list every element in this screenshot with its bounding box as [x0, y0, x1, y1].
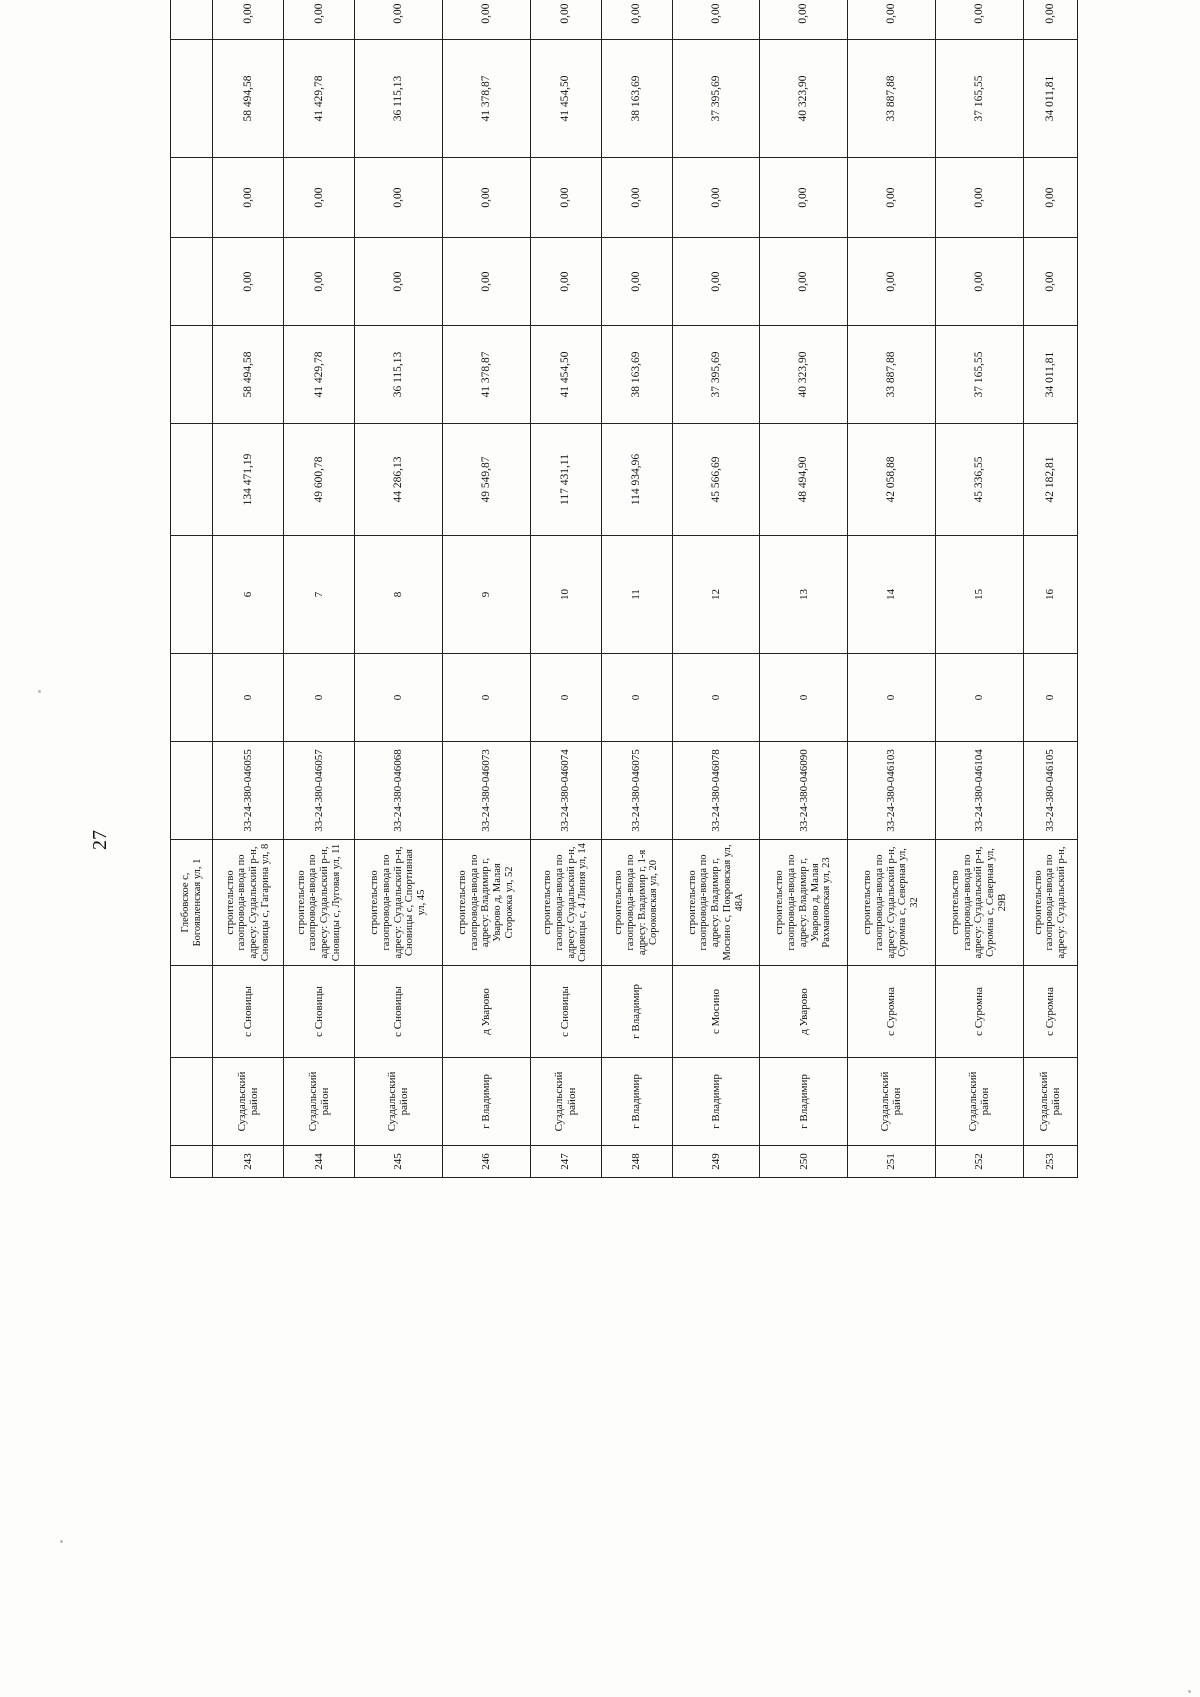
cell-amount: 37 395,69	[672, 326, 760, 424]
cell-work-description: строительство газопровода-ввода по адресу: Владимир г, 1-я Сороковская ул, 20	[601, 840, 672, 966]
cell-sequence-number: 9	[442, 536, 530, 654]
cell-zero-value: 0	[284, 654, 355, 742]
cell-amount: 41 429,78	[284, 326, 355, 424]
cell-zero-amount: 0,00	[672, 0, 760, 40]
cell-zero-amount: 0,00	[355, 158, 443, 238]
cell-zero-amount: 0,00	[672, 158, 760, 238]
cell-zero-amount: 0,00	[530, 158, 601, 238]
cell-settlement: д Уварово	[442, 966, 530, 1058]
cell-zero-amount: 0,00	[442, 0, 530, 40]
cell-district: г Владимир	[672, 1058, 760, 1146]
cell-settlement: г Владимир	[601, 966, 672, 1058]
table-row	[442, 0, 530, 1178]
cell-district: Суздальский район	[213, 1058, 284, 1146]
cell-district: г Владимир	[760, 1058, 848, 1146]
cell-sequence-number: 7	[284, 536, 355, 654]
scan-speck	[1188, 1690, 1191, 1693]
cell-zero-amount: 0,00	[848, 158, 936, 238]
cell-application-number	[171, 742, 213, 840]
cell-application-number: 33-24-380-046074	[530, 742, 601, 840]
table-row	[355, 0, 443, 1178]
cell-zero-amount: 0,00	[213, 238, 284, 326]
cell-work-description: строительство газопровода-ввода по адресу: Суздальский р-н, Сновицы с, Гагарина ул, 8	[213, 840, 284, 966]
cell-zero-amount: 0,00	[530, 238, 601, 326]
cell-settlement	[171, 966, 213, 1058]
scan-speck	[38, 690, 41, 693]
cell-settlement: с Сновицы	[530, 966, 601, 1058]
cell-amount: 37 165,55	[935, 326, 1023, 424]
table-row	[672, 0, 760, 1178]
cell-zero-amount: 0,00	[935, 158, 1023, 238]
cell-work-description: строительство газопровода-ввода по адресу: Суздальский р-н, Сновицы с, Спортивная ул, 45	[355, 840, 443, 966]
cell-amount: 36 115,13	[355, 326, 443, 424]
cell-zero-amount: 0,00	[935, 0, 1023, 40]
cell-zero-amount: 0,00	[848, 238, 936, 326]
cell-row-number: 252	[935, 1146, 1023, 1178]
cell-work-description: строительство газопровода-ввода по адресу: Владимир г, Мосино с, Покровская ул, 48А	[672, 840, 760, 966]
cell-zero-amount: 0,00	[1023, 238, 1077, 326]
cell-work-description: строительство газопровода-ввода по адресу: Суздальский р-н, Сновицы с, 4 Линия ул, 14	[530, 840, 601, 966]
cell-zero-amount	[171, 238, 213, 326]
cell-sequence-number: 8	[355, 536, 443, 654]
cell-settlement: с Суромна	[1023, 966, 1077, 1058]
cell-district: Суздальский район	[355, 1058, 443, 1146]
cell-total-cost: 45 566,69	[672, 424, 760, 536]
rotated-table-wrapper	[170, 3, 1078, 1178]
cell-zero-amount: 0,00	[935, 238, 1023, 326]
cell-zero-amount: 0,00	[213, 0, 284, 40]
cell-zero-amount: 0,00	[601, 238, 672, 326]
cell-application-number: 33-24-380-046057	[284, 742, 355, 840]
cell-zero-amount: 0,00	[530, 0, 601, 40]
table-body	[171, 0, 1078, 1178]
cell-row-number: 245	[355, 1146, 443, 1178]
cell-zero-value: 0	[935, 654, 1023, 742]
cell-zero-value: 0	[213, 654, 284, 742]
cell-district: Суздальский район	[530, 1058, 601, 1146]
page-number: 27	[89, 830, 111, 850]
cell-total-cost: 134 471,19	[213, 424, 284, 536]
scan-speck	[60, 1540, 63, 1543]
cell-amount: 33 887,88	[848, 326, 936, 424]
cell-total-cost: 49 600,78	[284, 424, 355, 536]
cell-zero-amount	[171, 158, 213, 238]
cell-zero-value	[171, 654, 213, 742]
cell-zero-amount: 0,00	[1023, 158, 1077, 238]
cell-row-number: 246	[442, 1146, 530, 1178]
cell-zero-amount: 0,00	[355, 0, 443, 40]
cell-district: Суздальский район	[1023, 1058, 1077, 1146]
cell-amount-repeat: 38 163,69	[601, 40, 672, 158]
table-header-row	[171, 0, 213, 1178]
cell-settlement: с Сновицы	[213, 966, 284, 1058]
cell-zero-amount: 0,00	[1023, 0, 1077, 40]
cell-total-cost: 42 058,88	[848, 424, 936, 536]
cell-application-number: 33-24-380-046105	[1023, 742, 1077, 840]
cell-zero-value: 0	[530, 654, 601, 742]
cell-settlement: с Сновицы	[355, 966, 443, 1058]
cell-total-cost: 48 494,90	[760, 424, 848, 536]
cell-zero-amount: 0,00	[284, 158, 355, 238]
cell-application-number: 33-24-380-046103	[848, 742, 936, 840]
cell-total-cost	[171, 424, 213, 536]
cell-settlement: с Суромна	[935, 966, 1023, 1058]
cell-row-number: 244	[284, 1146, 355, 1178]
cell-amount: 41 454,50	[530, 326, 601, 424]
table-row	[848, 0, 936, 1178]
cell-zero-amount: 0,00	[601, 158, 672, 238]
cell-sequence-number: 12	[672, 536, 760, 654]
cell-amount: 34 011,81	[1023, 326, 1077, 424]
cell-sequence-number: 16	[1023, 536, 1077, 654]
cell-row-number: 249	[672, 1146, 760, 1178]
cell-amount-repeat: 41 454,50	[530, 40, 601, 158]
cell-amount: 41 378,87	[442, 326, 530, 424]
cell-row-number	[171, 1146, 213, 1178]
cell-work-description: строительство газопровода-ввода по адресу: Владимир г, Уварово д, Малая Рахмановская ул, 23	[760, 840, 848, 966]
cell-row-number: 243	[213, 1146, 284, 1178]
data-table	[170, 0, 1078, 1178]
cell-district: Суздальский район	[935, 1058, 1023, 1146]
cell-total-cost: 49 549,87	[442, 424, 530, 536]
cell-zero-amount: 0,00	[760, 238, 848, 326]
cell-work-description: строительство газопровода-ввода по адресу: Суздальский р-н,	[1023, 840, 1077, 966]
cell-sequence-number: 11	[601, 536, 672, 654]
cell-row-number: 248	[601, 1146, 672, 1178]
table-row	[760, 0, 848, 1178]
cell-total-cost: 42 182,81	[1023, 424, 1077, 536]
cell-sequence-number: 14	[848, 536, 936, 654]
cell-zero-value: 0	[601, 654, 672, 742]
cell-sequence-number: 10	[530, 536, 601, 654]
cell-row-number: 247	[530, 1146, 601, 1178]
cell-zero-amount: 0,00	[442, 158, 530, 238]
cell-amount: 38 163,69	[601, 326, 672, 424]
cell-amount-repeat	[171, 40, 213, 158]
cell-zero-amount: 0,00	[355, 238, 443, 326]
cell-amount-repeat: 41 378,87	[442, 40, 530, 158]
table-row	[1023, 0, 1077, 1178]
cell-amount: 40 323,90	[760, 326, 848, 424]
cell-row-number: 251	[848, 1146, 936, 1178]
cell-zero-amount: 0,00	[213, 158, 284, 238]
cell-settlement: с Суромна	[848, 966, 936, 1058]
cell-total-cost: 114 934,96	[601, 424, 672, 536]
cell-zero-amount: 0,00	[442, 238, 530, 326]
cell-row-number: 250	[760, 1146, 848, 1178]
cell-work-description: строительство газопровода-ввода по адресу: Суздальский р-н, Суромна с, Северная ул, 32	[848, 840, 936, 966]
cell-application-number: 33-24-380-046075	[601, 742, 672, 840]
cell-work-description: строительство газопровода-ввода по адресу: Владимир г, Уварово д, Малая Сторожка ул, 52	[442, 840, 530, 966]
cell-application-number: 33-24-380-046090	[760, 742, 848, 840]
cell-sequence-number: 15	[935, 536, 1023, 654]
cell-zero-value: 0	[848, 654, 936, 742]
cell-application-number: 33-24-380-046078	[672, 742, 760, 840]
cell-amount-repeat: 41 429,78	[284, 40, 355, 158]
cell-zero-amount: 0,00	[760, 158, 848, 238]
cell-amount-repeat: 36 115,13	[355, 40, 443, 158]
cell-amount-repeat: 37 165,55	[935, 40, 1023, 158]
cell-total-cost: 45 336,55	[935, 424, 1023, 536]
cell-zero-value: 0	[760, 654, 848, 742]
cell-zero-value: 0	[355, 654, 443, 742]
cell-work-description: строительство газопровода-ввода по адресу: Суздальский р-н, Сновицы с, Луговая ул, 11	[284, 840, 355, 966]
cell-total-cost: 117 431,11	[530, 424, 601, 536]
cell-zero-amount: 0,00	[284, 0, 355, 40]
cell-zero-value: 0	[442, 654, 530, 742]
cell-amount-repeat: 34 011,81	[1023, 40, 1077, 158]
cell-work-description: строительство газопровода-ввода по адресу: Суздальский р-н, Суромна с, Северная ул, 29В	[935, 840, 1023, 966]
cell-district: г Владимир	[601, 1058, 672, 1146]
table-row	[284, 0, 355, 1178]
table-row	[601, 0, 672, 1178]
table-row	[213, 0, 284, 1178]
cell-district: г Владимир	[442, 1058, 530, 1146]
cell-amount-repeat: 37 395,69	[672, 40, 760, 158]
cell-district: Суздальский район	[284, 1058, 355, 1146]
cell-application-number: 33-24-380-046068	[355, 742, 443, 840]
cell-amount: 58 494,58	[213, 326, 284, 424]
cell-amount-repeat: 40 323,90	[760, 40, 848, 158]
cell-zero-value: 0	[1023, 654, 1077, 742]
cell-zero-amount: 0,00	[672, 238, 760, 326]
cell-zero-amount	[171, 0, 213, 40]
cell-application-number: 33-24-380-046104	[935, 742, 1023, 840]
cell-amount	[171, 326, 213, 424]
cell-zero-amount: 0,00	[284, 238, 355, 326]
cell-settlement: с Мосино	[672, 966, 760, 1058]
cell-district	[171, 1058, 213, 1146]
cell-application-number: 33-24-380-046055	[213, 742, 284, 840]
cell-amount-repeat: 58 494,58	[213, 40, 284, 158]
cell-total-cost: 44 286,13	[355, 424, 443, 536]
cell-sequence-number: 13	[760, 536, 848, 654]
cell-amount-repeat: 33 887,88	[848, 40, 936, 158]
cell-zero-amount: 0,00	[601, 0, 672, 40]
table-row	[935, 0, 1023, 1178]
cell-settlement: с Сновицы	[284, 966, 355, 1058]
cell-application-number: 33-24-380-046073	[442, 742, 530, 840]
cell-sequence-number: 6	[213, 536, 284, 654]
cell-zero-value: 0	[672, 654, 760, 742]
cell-settlement: д Уварово	[760, 966, 848, 1058]
cell-district: Суздальский район	[848, 1058, 936, 1146]
cell-row-number: 253	[1023, 1146, 1077, 1178]
cell-zero-amount: 0,00	[848, 0, 936, 40]
cell-zero-amount: 0,00	[760, 0, 848, 40]
table-row	[530, 0, 601, 1178]
cell-sequence-number	[171, 536, 213, 654]
cell-work-description: Глебовское с, Богоявленская ул, 1	[171, 840, 213, 966]
